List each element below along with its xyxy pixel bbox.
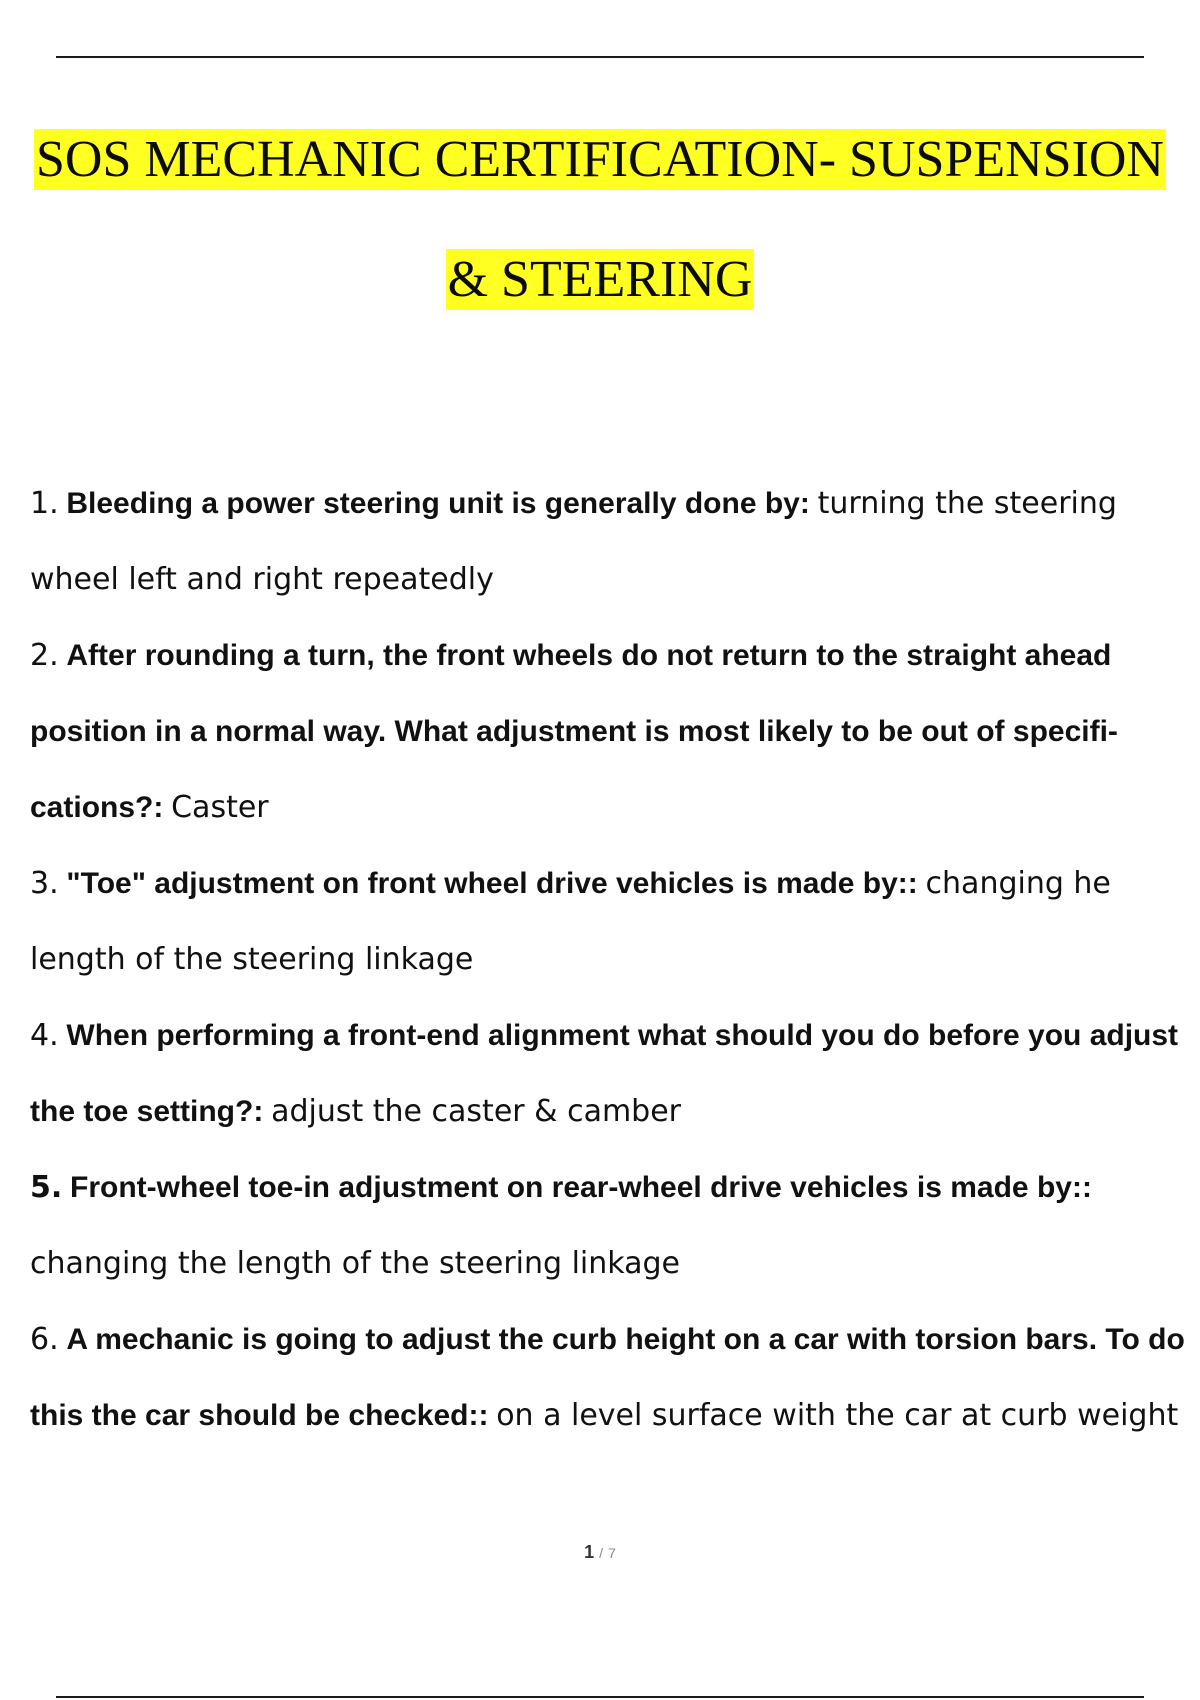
item-question: When performing a front-end alignment what should you do before you adjust the toe setting?: — [30, 1019, 1179, 1128]
item-number: 3. — [30, 866, 59, 901]
title-line-1: SOS MECHANIC CERTIFICATION- SUSPENSION — [35, 131, 1164, 188]
item-question: "Toe" adjustment on front wheel drive vehicles is made by:: — [66, 867, 918, 900]
page-current: 1 — [584, 1542, 595, 1562]
item-number: 4. — [30, 1018, 59, 1053]
list-item — [30, 1301, 1190, 1453]
item-question: A mechanic is going to adjust the curb height on a car with torsion bars. To do this the car should be checked:: — [30, 1323, 1185, 1432]
question-list — [30, 465, 1190, 1453]
list-item — [30, 845, 1190, 997]
item-number: 1. — [30, 486, 59, 521]
item-answer: on a level surface with the car at curb weight — [496, 1398, 1179, 1433]
item-question: After rounding a turn, the front wheels do not return to the straight ahead position in a normal way. What adjustment is most likely to be out of specifi- cations?: — [30, 639, 1118, 824]
page-separator: / — [599, 1545, 604, 1561]
item-number: 6. — [30, 1322, 59, 1357]
document-title — [0, 100, 1200, 340]
item-answer: adjust the caster & camber — [271, 1094, 682, 1129]
item-question: Bleeding a power steering unit is generally done by: — [66, 487, 810, 520]
item-number: 5. — [30, 1170, 63, 1205]
bottom-rule — [56, 1696, 1144, 1698]
item-answer: changing he length of the steering linkage — [30, 866, 1111, 977]
page-number — [0, 1542, 1200, 1563]
item-number: 2. — [30, 638, 59, 673]
item-answer: turning the steering wheel left and right repeatedly — [30, 486, 1117, 597]
list-item — [30, 465, 1190, 617]
item-answer: changing the length of the steering linkage — [30, 1246, 681, 1281]
page-total: 7 — [608, 1545, 616, 1561]
item-answer: Caster — [171, 790, 269, 825]
item-question: Front-wheel toe-in adjustment on rear-wheel drive vehicles is made by:: — [70, 1171, 1092, 1204]
list-item — [30, 997, 1190, 1149]
top-rule — [56, 56, 1144, 58]
title-line-2: & STEERING — [447, 251, 753, 308]
list-item — [30, 1149, 1190, 1301]
list-item — [30, 617, 1190, 845]
